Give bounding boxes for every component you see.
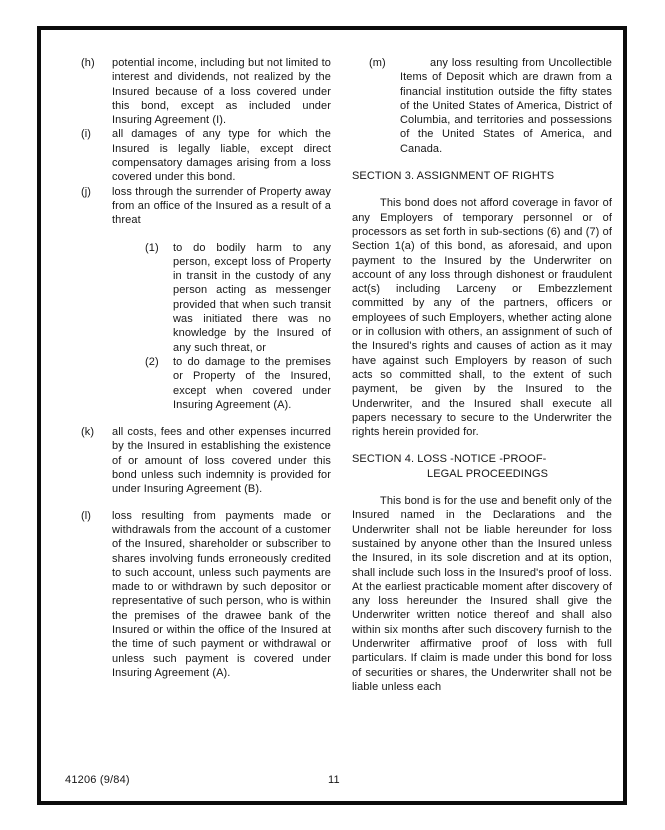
item-label-h: (h) [81,57,95,69]
list-item-k [81,425,331,496]
list-item-i [81,127,331,184]
section4-heading [352,452,612,481]
item-label-i: (i) [81,128,92,141]
list-item-h [81,56,331,127]
item-label-m: (m) [369,57,386,69]
section4-body: This bond is for the use and benefit only of the Insured named in the Declarations and the Underwriter shall not be liable hereunder for loss sustained by anyone other than the Insured unless the Insured, in its sole discretion and at its option, shall include such loss in the Insured's proof of loss. At the earliest practicable moment after discovery of any loss hereunder the Insured shall give the Underwriter written notice thereof and shall also within six months after such discovery furnish to the Underwriter affirmative proof of loss with full particulars. If claim is made under this bond for loss of securities or shares, the Underwriter shall not be liable unless each [352,495,612,693]
section3-heading: SECTION 3. ASSIGNMENT OF RIGHTS [352,170,555,183]
sub-item-text-1: to do bodily harm to any person, except loss of Property in transit in the custody of any person acting as messenger provided that when such transit was initiated there was no knowledge by the Insured of any such threat, or [173,241,331,354]
item-label-j: (j) [81,185,92,198]
item-text-j: loss through the surrender of Property away from an office of the Insured as a result of a threat [112,185,331,227]
sub-list-item-2 [145,355,331,412]
sub-item-label-2: (2) [145,355,159,368]
item-text-i: all damages of any type for which the Insured is legally liable, except direct compensatory damages arising from a loss covered under this bond. [112,128,331,184]
left-column [81,56,331,680]
section4-heading-line1: SECTION 4. LOSS -NOTICE -PROOF- [352,453,547,466]
list-item-l [81,509,331,681]
item-label-k: (k) [81,426,95,439]
item-text-m: any loss resulting from Uncollectible Items of Deposit which are drawn from a financial institution outside the fifty states of the United States of America, District of Columbia, and territories and possessions of the United States of America, and Canada. [400,57,612,155]
footer-form-number: 41206 (9/84) [65,774,130,786]
sub-list [145,241,331,413]
item-text-k: all costs, fees and other expenses incurred by the Insured in establishing the existence of or amount of loss covered under this bond unless such indemnity is provided for under Insuring Agreement (B). [112,426,331,496]
footer-page-number: 11 [328,774,340,786]
section4-heading-line2: LEGAL PROCEEDINGS [427,467,549,480]
list-item-j [81,185,331,228]
item-text-h: potential income, including but not limited to interest and dividends, not realized by the Insured because of a loss covered under this bond, except as included under Insuring Agreement (I). [112,57,331,127]
item-label-l: (l) [81,509,92,522]
sub-item-label-1: (1) [145,241,159,254]
page-frame [37,26,627,805]
sub-list-item-1 [145,241,331,355]
right-column [352,56,612,694]
item-text-l: loss resulting from payments made or withdrawals from the account of a customer of the Insured, shareholder or subscriber to shares involving funds erroneously credited to such account, unless such payments are made to or withdrawn by such depositor or representative of such person, who is within the premises of the drawee bank of the Insured or within the office of the Insured at the time of such payment or withdrawal or unless such payment is covered under Insuring Agreement (A). [112,509,331,679]
list-item-m [352,56,612,156]
sub-item-text-2: to do damage to the premises or Property of the Insured, except when covered under Insuring Agreement (A). [173,355,331,411]
section3-body: This bond does not afford coverage in favor of any Employers of temporary personnel or of processors as set forth in sub-sections (6) and (7) of Section 1(a) of this bond, as aforesaid, and upon payment to the Insured by the Underwriter on account of any loss through dishonest or fraudulent act(s) including Larceny or Embezzlement committed by any of the partners, officers or employees of such Employers, whether acting alone or in collusion with others, an assignment of such of the Insured's rights and causes of action as it may have against such Employers by reason of such acts so committed shall, to the extent of such payment, be given by the Insured to the Underwriter, and the Insured shall execute all papers necessary to secure to the Underwriter the rights herein provided for. [352,197,612,439]
